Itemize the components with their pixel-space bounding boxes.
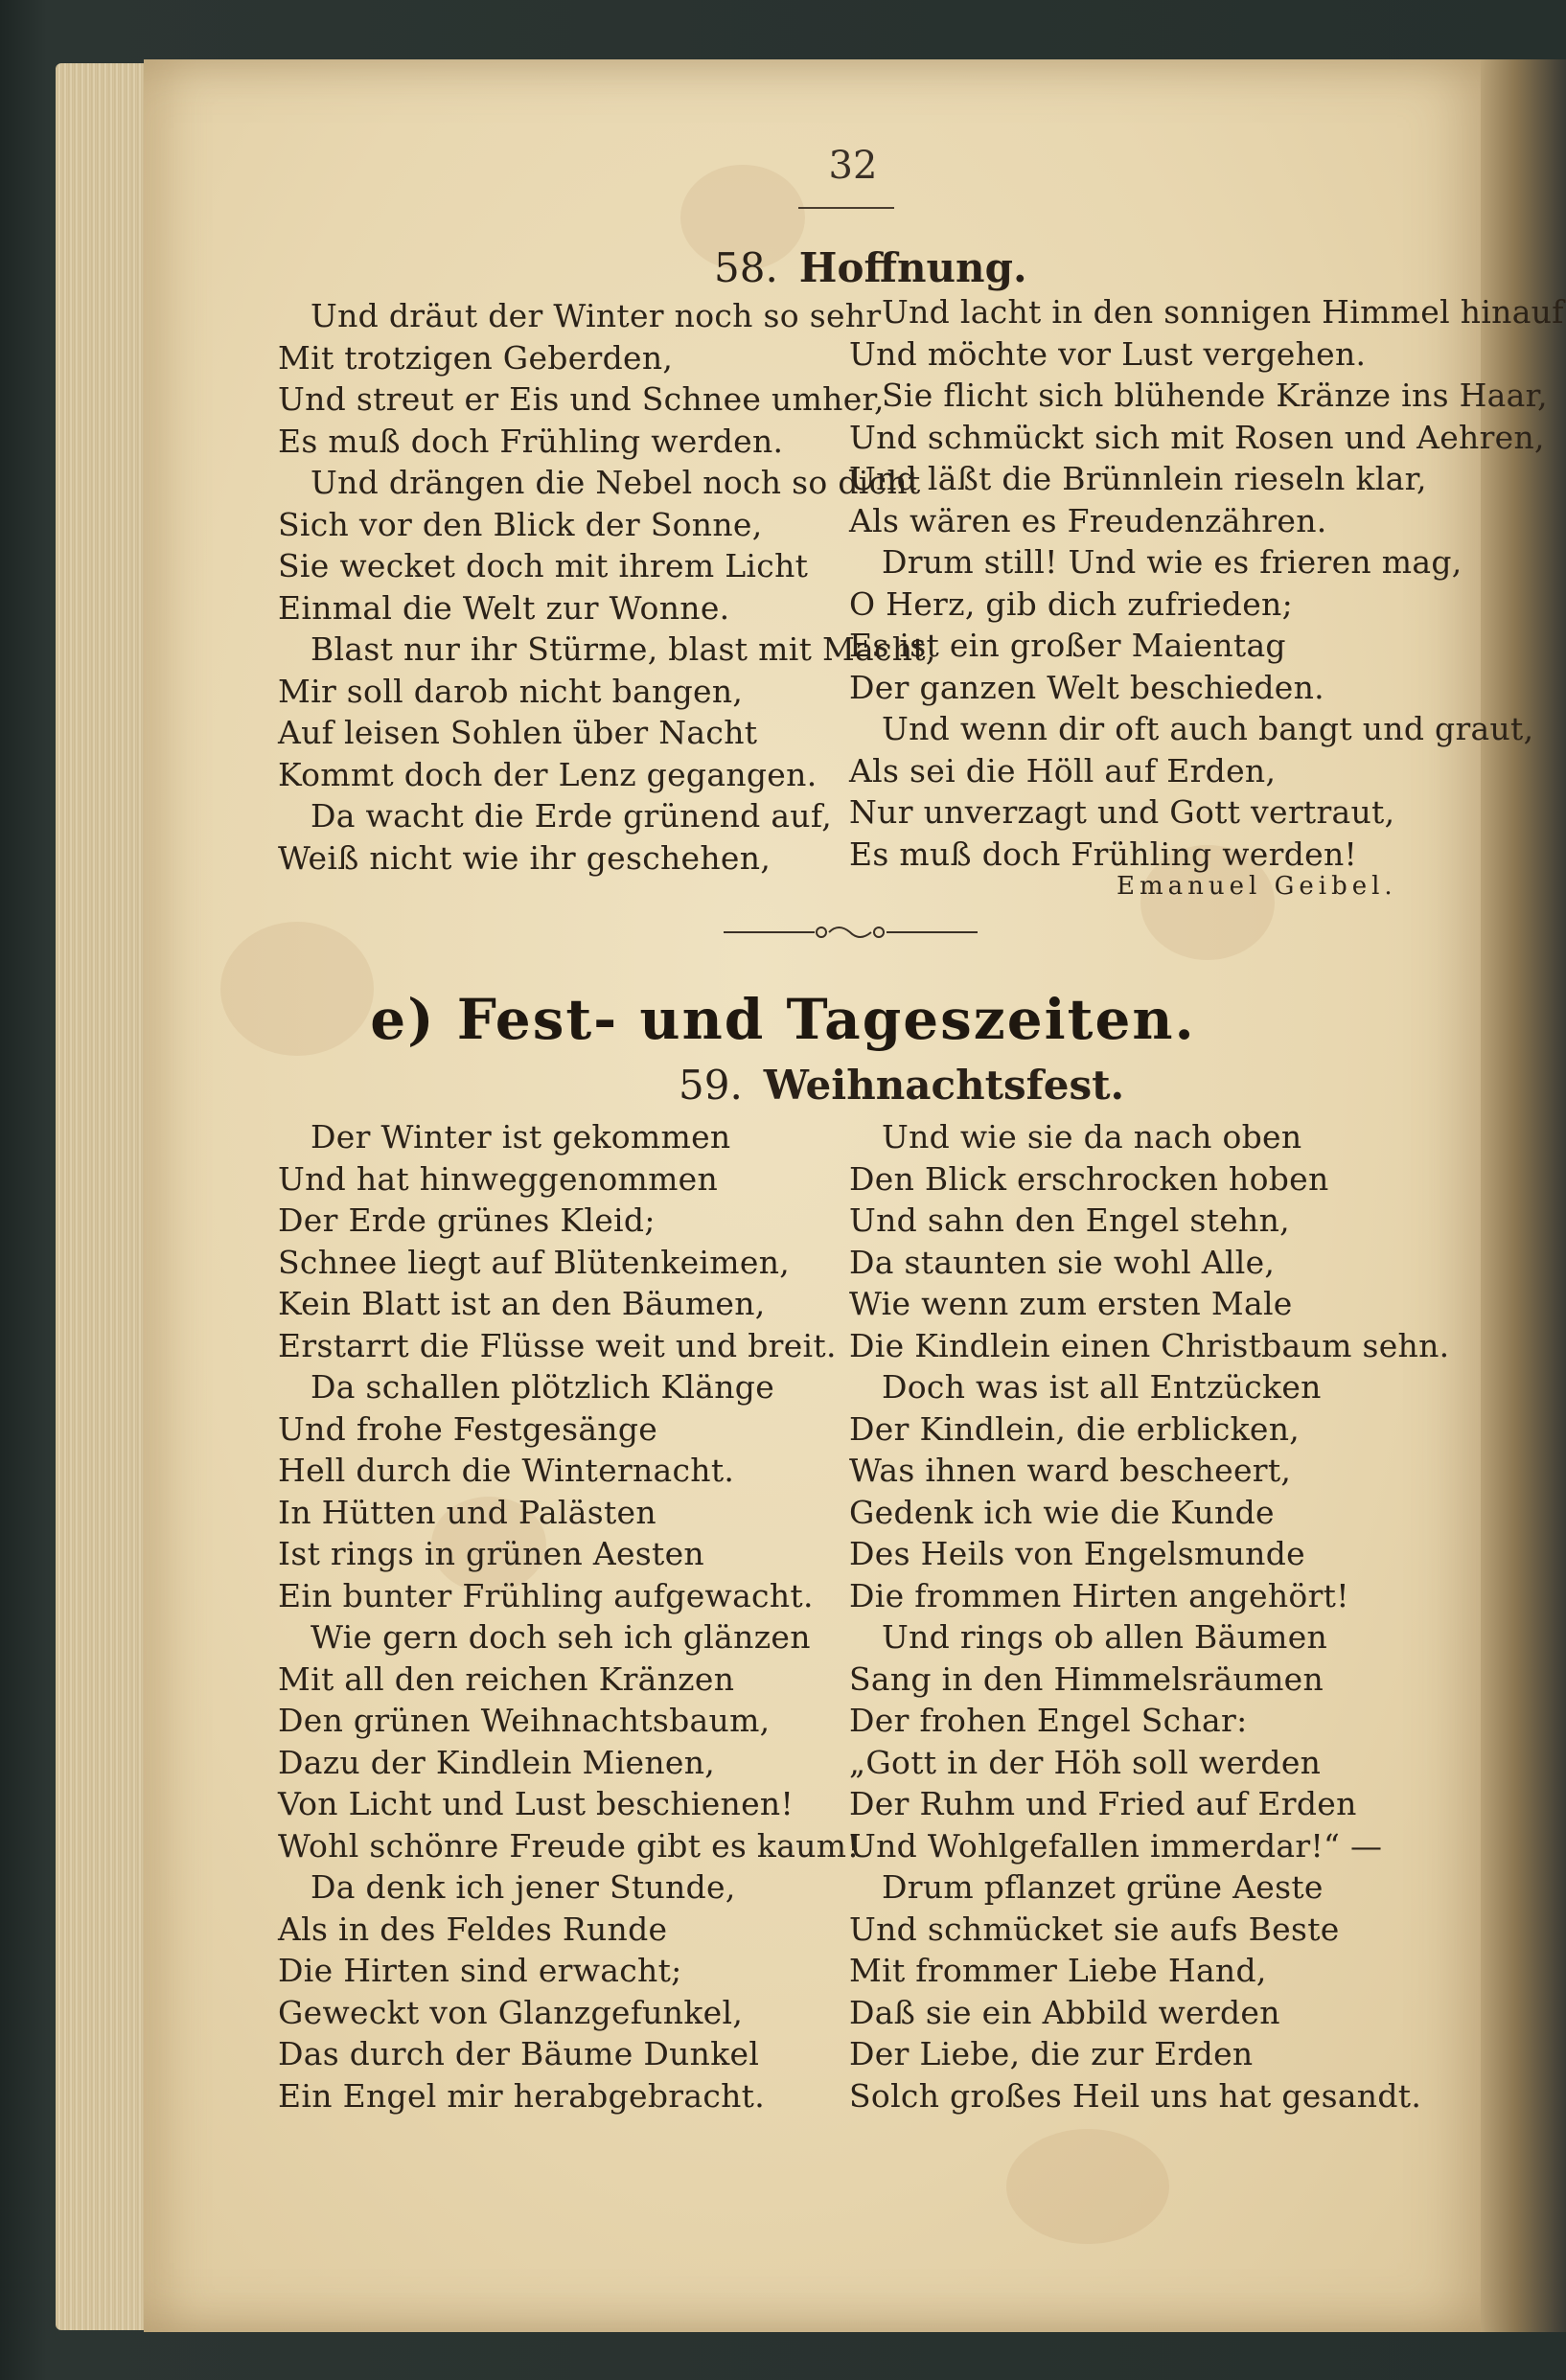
- verse-line: Die Kindlein einen Christbaum sehn.: [849, 1326, 1450, 1364]
- poem-58-right-column: [849, 291, 1564, 875]
- verse-line: Wohl schönre Freude gibt es kaum!: [278, 1826, 860, 1865]
- verse-line: Und möchte vor Lust vergehen.: [849, 334, 1367, 373]
- verse-line: Sich vor den Blick der Sonne,: [278, 505, 763, 543]
- verse-line: Des Heils von Engelsmunde: [849, 1535, 1305, 1572]
- verse-line: Und frohe Festgesänge: [278, 1409, 658, 1448]
- verse-line: Der Liebe, die zur Erden: [849, 2035, 1254, 2072]
- verse-line: Was ihnen ward bescheert,: [849, 1452, 1292, 1489]
- verse-line: Schnee liegt auf Blütenkeimen,: [278, 1243, 791, 1281]
- verse-line: Blast nur ihr Stürme, blast mit Macht,: [311, 630, 936, 668]
- verse-line: Der ganzen Welt beschieden.: [849, 668, 1324, 706]
- verse-line: Und rings ob allen Bäumen: [882, 1618, 1328, 1656]
- verse-line: Als wären es Freudenzähren.: [849, 501, 1327, 539]
- verse-line: Dazu der Kindlein Mienen,: [278, 1743, 716, 1781]
- verse-line: Kein Blatt ist an den Bäumen,: [278, 1285, 766, 1322]
- page-number: 32: [828, 144, 878, 188]
- verse-line: O Herz, gib dich zufrieden;: [849, 584, 1294, 623]
- verse-line: Ein Engel mir herabgebracht.: [278, 2076, 766, 2115]
- verse-line: Und schmückt sich mit Rosen und Aehren,: [849, 418, 1545, 456]
- poem-58-number: 58.: [714, 244, 778, 291]
- verse-line: Der frohen Engel Schar:: [849, 1702, 1248, 1739]
- verse-line: Die frommen Hirten angehört!: [849, 1576, 1349, 1614]
- verse-line: Auf leisen Sohlen über Nacht: [278, 714, 758, 751]
- verse-line: Und wenn dir oft auch bangt und graut,: [882, 710, 1534, 747]
- verse-line: Doch was ist all Entzücken: [882, 1368, 1322, 1406]
- poem-59-number: 59.: [679, 1062, 743, 1109]
- verse-line: Da staunten sie wohl Alle,: [849, 1243, 1276, 1281]
- verse-line: Die Hirten sind erwacht;: [278, 1952, 682, 1989]
- poem-58-left-column: [278, 295, 936, 879]
- section-heading: e) Fest- und Tageszeiten.: [370, 987, 1196, 1052]
- verse-line: Der Winter ist gekommen: [311, 1118, 731, 1156]
- divider-ornament: [724, 920, 978, 945]
- verse-line: Den Blick erschrocken hoben: [849, 1159, 1329, 1198]
- verse-line: „Gott in der Höh soll werden: [849, 1743, 1322, 1781]
- poem-59-left-column: [278, 1116, 860, 2117]
- verse-line: Es muß doch Frühling werden!: [849, 835, 1358, 873]
- verse-line: Und streut er Eis und Schnee umher,: [278, 380, 885, 418]
- verse-line: Und Wohlgefallen immerdar!“ —: [849, 1826, 1383, 1865]
- verse-line: Sie flicht sich blühende Kränze ins Haar,: [882, 377, 1548, 414]
- verse-line: Sang in den Himmelsräumen: [849, 1659, 1324, 1698]
- verse-line: Erstarrt die Flüsse weit und breit.: [278, 1326, 837, 1364]
- verse-line: Da schallen plötzlich Klänge: [311, 1368, 775, 1406]
- poem-59-title-block: [679, 1062, 1124, 1109]
- verse-line: Und hat hinweggenommen: [278, 1159, 719, 1198]
- verse-line: Mit frommer Liebe Hand,: [849, 1952, 1267, 1989]
- verse-line: Wie wenn zum ersten Male: [849, 1285, 1293, 1322]
- verse-line: Und sahn den Engel stehn,: [849, 1201, 1290, 1239]
- verse-line: Ist rings in grünen Aesten: [278, 1535, 704, 1572]
- verse-line: Drum pflanzet grüne Aeste: [882, 1868, 1324, 1906]
- verse-line: Der Ruhm und Fried auf Erden: [849, 1785, 1357, 1822]
- verse-line: Drum still! Und wie es frieren mag,: [882, 543, 1462, 581]
- verse-line: Da wacht die Erde grünend auf,: [311, 797, 832, 835]
- verse-line: Ein bunter Frühling aufgewacht.: [278, 1576, 814, 1614]
- verse-line: Gedenk ich wie die Kunde: [849, 1493, 1275, 1531]
- verse-line: Weiß nicht wie ihr geschehen,: [278, 838, 771, 877]
- verse-line: Es muß doch Frühling werden.: [278, 422, 784, 460]
- poem-58-title: Hoffnung.: [798, 244, 1027, 291]
- verse-line: Da denk ich jener Stunde,: [311, 1868, 736, 1906]
- verse-line: Kommt doch der Lenz gegangen.: [278, 755, 818, 793]
- poem-59-title: Weihnachtsfest.: [763, 1062, 1125, 1109]
- verse-line: Wie gern doch seh ich glänzen: [311, 1618, 811, 1656]
- verse-line: Als in des Feldes Runde: [278, 1910, 668, 1948]
- page-number-rule: [798, 207, 894, 209]
- poem-58-title-block: [714, 244, 1027, 291]
- verse-line: Der Erde grünes Kleid;: [278, 1201, 656, 1239]
- verse-line: Von Licht und Lust beschienen!: [278, 1785, 795, 1822]
- verse-line: Mit trotzigen Geberden,: [278, 338, 674, 377]
- verse-line: Und lacht in den sonnigen Himmel hinauf: [882, 293, 1564, 331]
- verse-line: Und dräut der Winter noch so sehr: [311, 297, 882, 334]
- verse-line: In Hütten und Palästen: [278, 1493, 656, 1531]
- verse-line: Nur unverzagt und Gott vertraut,: [849, 793, 1395, 831]
- poem-59-right-column: [849, 1116, 1449, 2117]
- verse-line: Als sei die Höll auf Erden,: [849, 751, 1277, 790]
- verse-line: Sie wecket doch mit ihrem Licht: [278, 547, 809, 584]
- verse-line: Daß sie ein Abbild werden: [849, 1993, 1280, 2031]
- verse-line: Hell durch die Winternacht.: [278, 1452, 735, 1489]
- poem-58-author: Emanuel Geibel.: [1117, 872, 1397, 901]
- verse-line: Es ist ein großer Maientag: [849, 627, 1286, 664]
- verse-line: Und wie sie da nach oben: [882, 1118, 1302, 1156]
- verse-line: Den grünen Weihnachtsbaum,: [278, 1702, 771, 1739]
- verse-line: Geweckt von Glanzgefunkel,: [278, 1993, 744, 2031]
- verse-line: Das durch der Bäume Dunkel: [278, 2035, 760, 2072]
- verse-line: Und schmücket sie aufs Beste: [849, 1910, 1340, 1948]
- verse-line: Und drängen die Nebel noch so dicht: [311, 464, 921, 501]
- verse-line: Einmal die Welt zur Wonne.: [278, 588, 730, 627]
- verse-line: Und läßt die Brünnlein rieseln klar,: [849, 460, 1427, 497]
- verse-line: Mir soll darob nicht bangen,: [278, 672, 744, 710]
- verse-line: Mit all den reichen Kränzen: [278, 1659, 735, 1698]
- verse-line: Der Kindlein, die erblicken,: [849, 1409, 1301, 1448]
- verse-line: Solch großes Heil uns hat gesandt.: [849, 2076, 1422, 2115]
